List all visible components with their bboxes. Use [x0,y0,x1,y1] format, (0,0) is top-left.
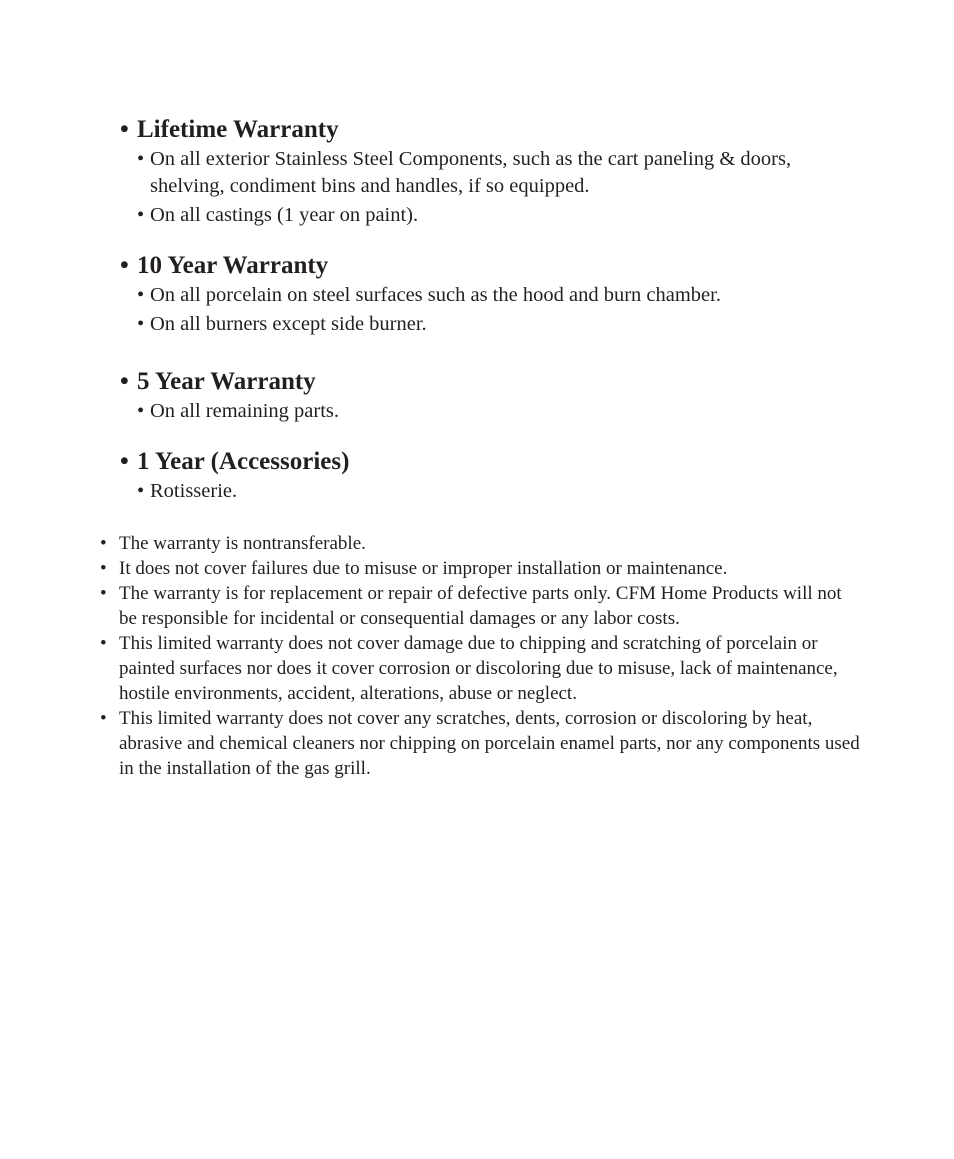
bullet-icon: • [137,148,145,170]
section-title-text: 1 Year (Accessories) [137,448,350,475]
bullet-icon: • [137,480,145,502]
warranty-section-5-year [120,366,840,446]
section-title-text: 5 Year Warranty [137,368,316,395]
warranty-section-10-year [120,250,840,366]
coverage-item-text: On all castings (1 year on paint). [150,204,419,226]
terms-item-text: The warranty is nontransferable. [119,533,366,554]
terms-item-text: The warranty is for replacement or repair of defective parts only. CFM Home Products will not be responsible for incidental or consequential damages or any labor costs. [119,583,842,629]
section-title-text: 10 Year Warranty [137,252,329,279]
coverage-list [120,282,840,338]
coverage-item [137,282,840,309]
coverage-item [137,478,840,505]
bullet-icon: • [137,284,145,306]
coverage-item-text: On all burners except side burner. [150,313,427,335]
terms-item [100,531,860,556]
coverage-item [137,311,840,338]
coverage-item [137,202,840,229]
bullet-icon: • [100,633,107,654]
bullet-icon: • [120,116,129,143]
terms-item-text: It does not cover failures due to misuse or improper installation or maintenance. [119,558,728,579]
bullet-icon: • [120,448,129,475]
coverage-item-text: On all exterior Stainless Steel Components, such as the cart paneling & doors, shelving, condiment bins and handles, if so equipped. [150,148,792,197]
bullet-icon: • [137,400,145,422]
warranty-terms-list [100,531,860,781]
coverage-item-text: On all remaining parts. [150,400,340,422]
terms-item [100,706,860,781]
section-title [120,366,840,398]
terms-item-text: This limited warranty does not cover damage due to chipping and scratching of porcelain or painted surfaces nor does it cover corrosion or discoloring due to misuse, lack of maintenance, hostile environments, accident, alterations, abuse or neglect. [119,633,838,704]
warranty-section-lifetime [120,114,840,250]
warranty-section-1-year-accessories [120,446,840,506]
coverage-item-text: On all porcelain on steel surfaces such as the hood and burn chamber. [150,284,721,306]
section-title [120,114,840,146]
terms-item-text: This limited warranty does not cover any scratches, dents, corrosion or discoloring by heat, abrasive and chemical cleaners nor chipping on porcelain enamel parts, nor any components used in the installation of the gas grill. [119,708,860,779]
coverage-item [137,146,840,200]
coverage-list [120,146,840,229]
terms-item [100,556,860,581]
bullet-icon: • [100,583,107,604]
bullet-icon: • [120,368,129,395]
coverage-list [120,478,840,505]
section-title-text: Lifetime Warranty [137,116,339,143]
bullet-icon: • [100,708,107,729]
warranty-sections [120,114,840,506]
bullet-icon: • [137,204,145,226]
coverage-list [120,398,840,425]
section-title [120,446,840,478]
coverage-item-text: Rotisserie. [150,480,238,502]
terms-item [100,631,860,706]
section-title [120,250,840,282]
coverage-item [137,398,840,425]
bullet-icon: • [120,252,129,279]
terms-item [100,581,860,631]
bullet-icon: • [100,533,107,554]
bullet-icon: • [137,313,145,335]
bullet-icon: • [100,558,107,579]
